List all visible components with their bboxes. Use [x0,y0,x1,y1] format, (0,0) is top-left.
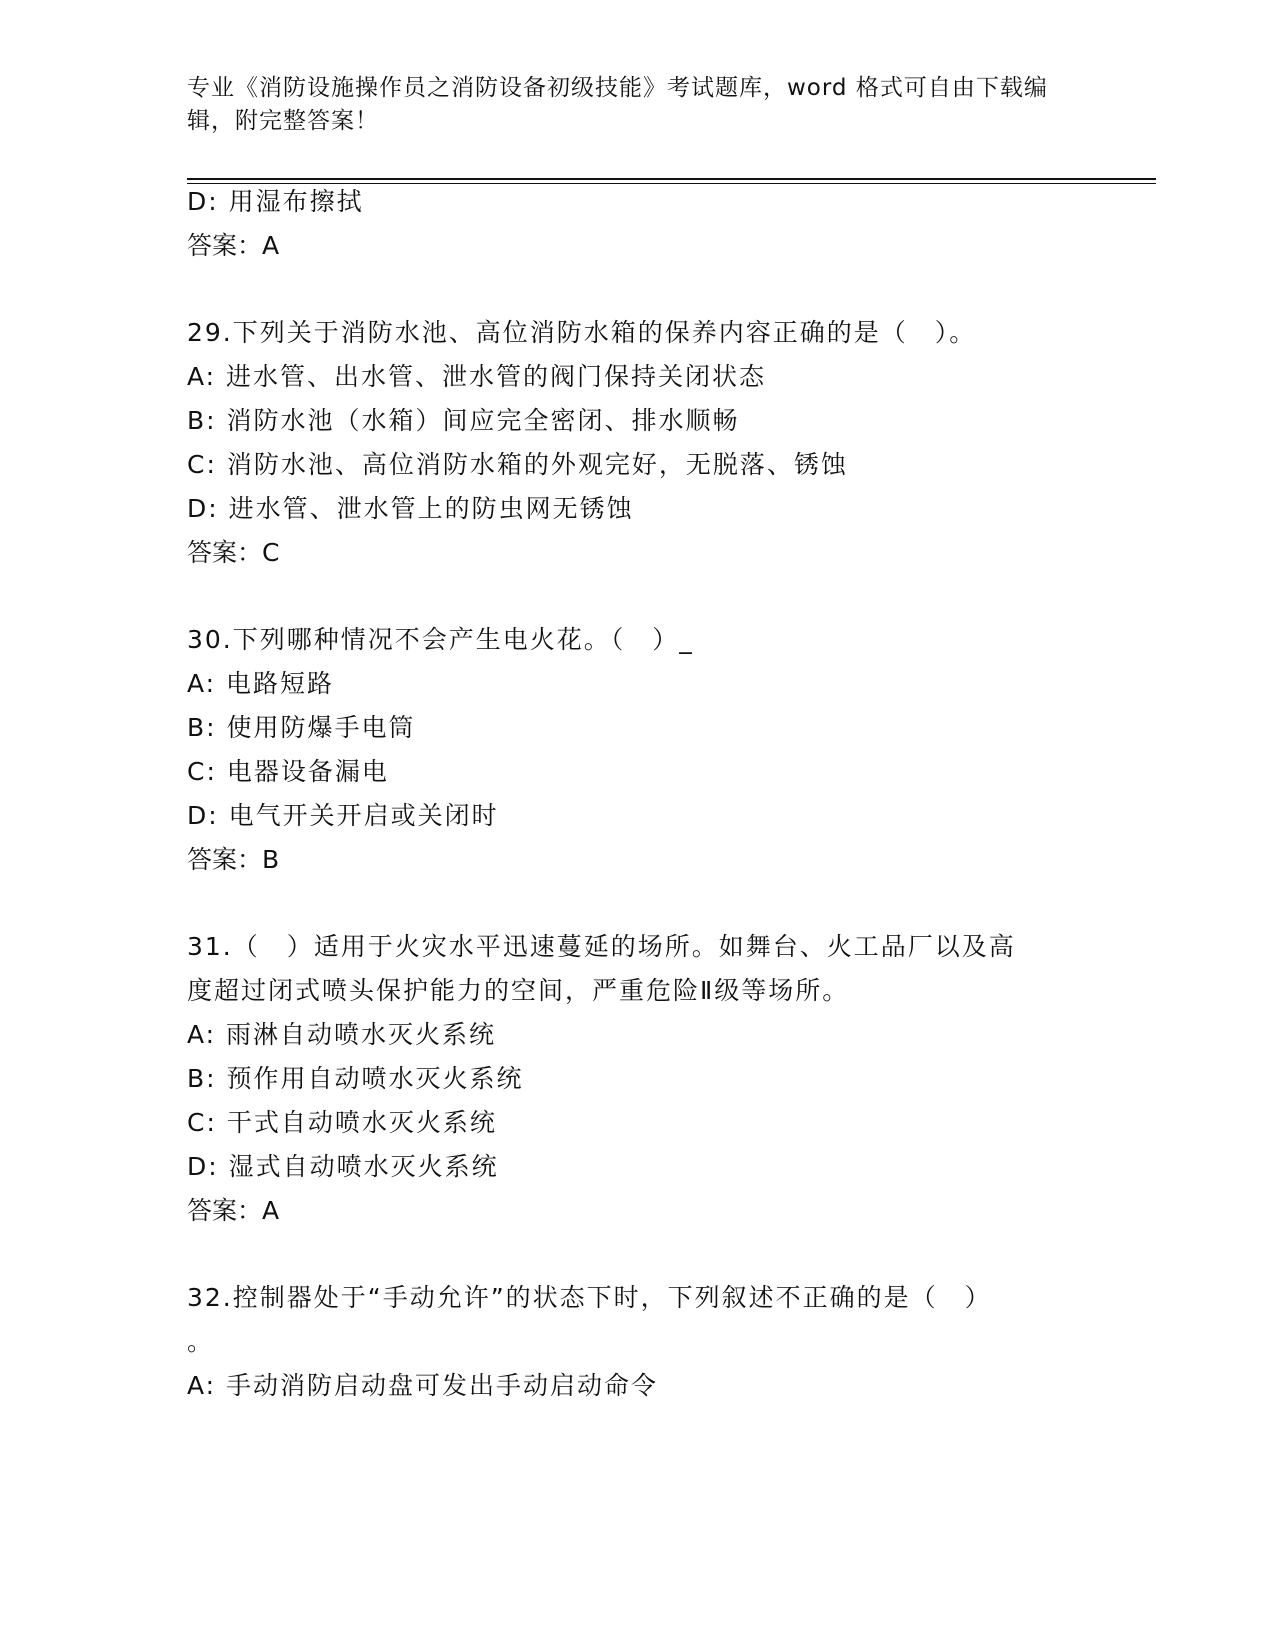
answer-line: 答案：A [187,1196,280,1225]
header-divider-thick [187,178,1156,180]
option-c: C: 干式自动喷水灭火系统 [187,1108,497,1137]
header-divider-thin [187,183,1156,184]
answer-line: 答案：A [187,231,280,260]
answer-line: 答案：B [187,845,280,874]
option-b: B: 预作用自动喷水灭火系统 [187,1064,524,1093]
option-c: C: 消防水池、高位消防水箱的外观完好，无脱落、锈蚀 [187,450,848,479]
option-b: B: 消防水池（水箱）间应完全密闭、排水顺畅 [187,406,740,435]
question-stem-line-1: 32.控制器处于“手动允许”的状态下时，下列叙述不正确的是（ ） [187,1283,992,1312]
option-d: D: 湿式自动喷水灭火系统 [187,1152,499,1181]
question-stem: 30.下列哪种情况不会产生电火花。（ ）_ [187,625,694,654]
option-a: A: 进水管、出水管、泄水管的阀门保持关闭状态 [187,362,767,391]
question-stem-line-2: 度超过闭式喷头保护能力的空间，严重危险Ⅱ级等场所。 [187,976,850,1005]
option-a: A: 手动消防启动盘可发出手动启动命令 [187,1371,659,1400]
option-d: D: 电气开关开启或关闭时 [187,801,499,830]
option-d: D: 用湿布擦拭 [187,187,364,216]
question-stem-line-1: 31.（ ）适用于火灾水平迅速蔓延的场所。如舞台、火工品厂以及高 [187,932,1016,961]
option-a: A: 雨淋自动喷水灭火系统 [187,1020,497,1049]
option-a: A: 电路短路 [187,669,335,698]
option-c: C: 电器设备漏电 [187,757,389,786]
document-header: 专业《消防设施操作员之消防设备初级技能》考试题库，word 格式可自由下载编辑，附完整答案！ [187,75,1048,134]
option-b: B: 使用防爆手电筒 [187,713,416,742]
answer-line: 答案：C [187,538,280,567]
question-stem: 29.下列关于消防水池、高位消防水箱的保养内容正确的是（ ）。 [187,318,977,347]
option-d: D: 进水管、泄水管上的防虫网无锈蚀 [187,494,634,523]
question-stem-line-2: 。 [187,1327,215,1356]
